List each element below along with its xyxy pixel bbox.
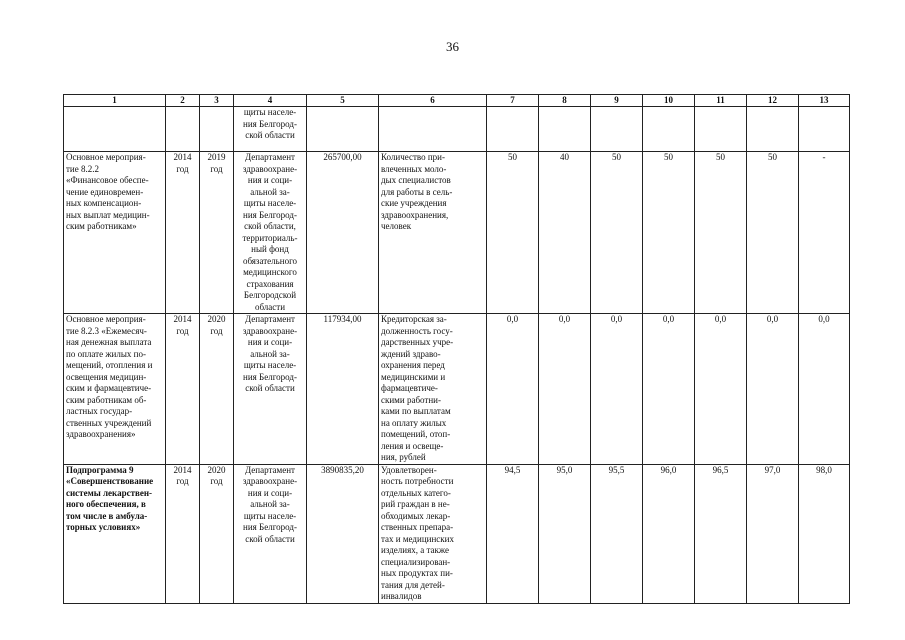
name-cell: Подпрограмма 9 «Совершенствование системы лекарствен- ного обеспечения, в том числе в амбула- торных условиях»	[64, 464, 166, 603]
page-number: 36	[446, 39, 459, 54]
amount-cell	[307, 107, 379, 152]
value-cell	[643, 107, 695, 152]
department-cell: Департамент здравоохране- ния и соци- альной за- щиты населе- ния Белгород- ской области	[234, 314, 307, 465]
value-cell: 95,0	[539, 464, 591, 603]
amount-cell: 3890835,20	[307, 464, 379, 603]
column-header: 10	[643, 95, 695, 107]
value-cell: 94,5	[487, 464, 539, 603]
department-cell: Департамент здравоохране- ния и соци- альной за- щиты населе- ния Белгород- ской области, территориаль- ный фонд обязательного медицинского страхования Белгородской области	[234, 152, 307, 314]
start-year-cell: 2014 год	[166, 314, 200, 465]
value-cell	[747, 107, 799, 152]
value-cell: 40	[539, 152, 591, 314]
value-cell: 50	[643, 152, 695, 314]
value-cell: 0,0	[747, 314, 799, 465]
name-cell: Основное мероприя- тие 8.2.2 «Финансовое обеспе- чение единовремен- ных компенсацион- ных выплат медицин- ским работникам»	[64, 152, 166, 314]
value-cell: 0,0	[591, 314, 643, 465]
indicator-cell	[379, 107, 487, 152]
amount-cell: 117934,00	[307, 314, 379, 465]
value-cell: 0,0	[695, 314, 747, 465]
value-cell	[591, 107, 643, 152]
value-cell: 50	[591, 152, 643, 314]
value-cell	[695, 107, 747, 152]
column-header: 3	[200, 95, 234, 107]
table-row-continuation	[64, 107, 850, 152]
indicator-cell: Количество при- влеченных моло- дых специалистов для работы в сель- ские учреждения здравоохранения, человек	[379, 152, 487, 314]
table-row	[64, 152, 850, 314]
value-cell: 0,0	[539, 314, 591, 465]
value-cell: -	[799, 152, 850, 314]
value-cell: 0,0	[487, 314, 539, 465]
program-table	[63, 94, 850, 604]
end-year-cell	[200, 107, 234, 152]
column-header: 11	[695, 95, 747, 107]
end-year-cell: 2019 год	[200, 152, 234, 314]
column-header: 7	[487, 95, 539, 107]
value-cell: 50	[747, 152, 799, 314]
column-header: 8	[539, 95, 591, 107]
value-cell: 0,0	[799, 314, 850, 465]
department-cell: щиты населе- ния Белгород- ской области	[234, 107, 307, 152]
column-header: 4	[234, 95, 307, 107]
value-cell	[539, 107, 591, 152]
indicator-cell: Удовлетворен- ность потребности отдельных катего- рий граждан в не- обходимых лекар- ственных препара- тах и медицинских изделиях, а также специализирован- ных продуктах пи- тания для детей- инвалидов	[379, 464, 487, 603]
column-header: 12	[747, 95, 799, 107]
start-year-cell: 2014 год	[166, 464, 200, 603]
name-cell: Основное мероприя- тие 8.2.3 «Ежемесяч- ная денежная выплата по оплате жилых по- мещений, отопления и освещения медицин- ским и фармацевтиче- ским работникам об- ластных государ- ственных учреждений здравоохранения»	[64, 314, 166, 465]
department-cell: Департамент здравоохране- ния и соци- альной за- щиты населе- ния Белгород- ской области	[234, 464, 307, 603]
value-cell: 96,0	[643, 464, 695, 603]
value-cell: 50	[487, 152, 539, 314]
column-header: 13	[799, 95, 850, 107]
value-cell: 95,5	[591, 464, 643, 603]
start-year-cell: 2014 год	[166, 152, 200, 314]
header-row	[64, 95, 850, 107]
value-cell	[799, 107, 850, 152]
value-cell: 50	[695, 152, 747, 314]
column-header: 9	[591, 95, 643, 107]
column-header: 6	[379, 95, 487, 107]
value-cell: 97,0	[747, 464, 799, 603]
value-cell: 0,0	[643, 314, 695, 465]
end-year-cell: 2020 год	[200, 314, 234, 465]
column-header: 1	[64, 95, 166, 107]
name-cell	[64, 107, 166, 152]
indicator-cell: Кредиторская за- долженность госу- дарственных учре- ждений здраво- охранения перед медицинскими и фармацевтиче- скими работни- ками по выплатам на оплату жилых помещений, отоп- ления и освеще- ния, рублей	[379, 314, 487, 465]
column-header: 5	[307, 95, 379, 107]
amount-cell: 265700,00	[307, 152, 379, 314]
value-cell: 96,5	[695, 464, 747, 603]
start-year-cell	[166, 107, 200, 152]
value-cell: 98,0	[799, 464, 850, 603]
table-row	[64, 464, 850, 603]
table-row	[64, 314, 850, 465]
end-year-cell: 2020 год	[200, 464, 234, 603]
column-header: 2	[166, 95, 200, 107]
value-cell	[487, 107, 539, 152]
